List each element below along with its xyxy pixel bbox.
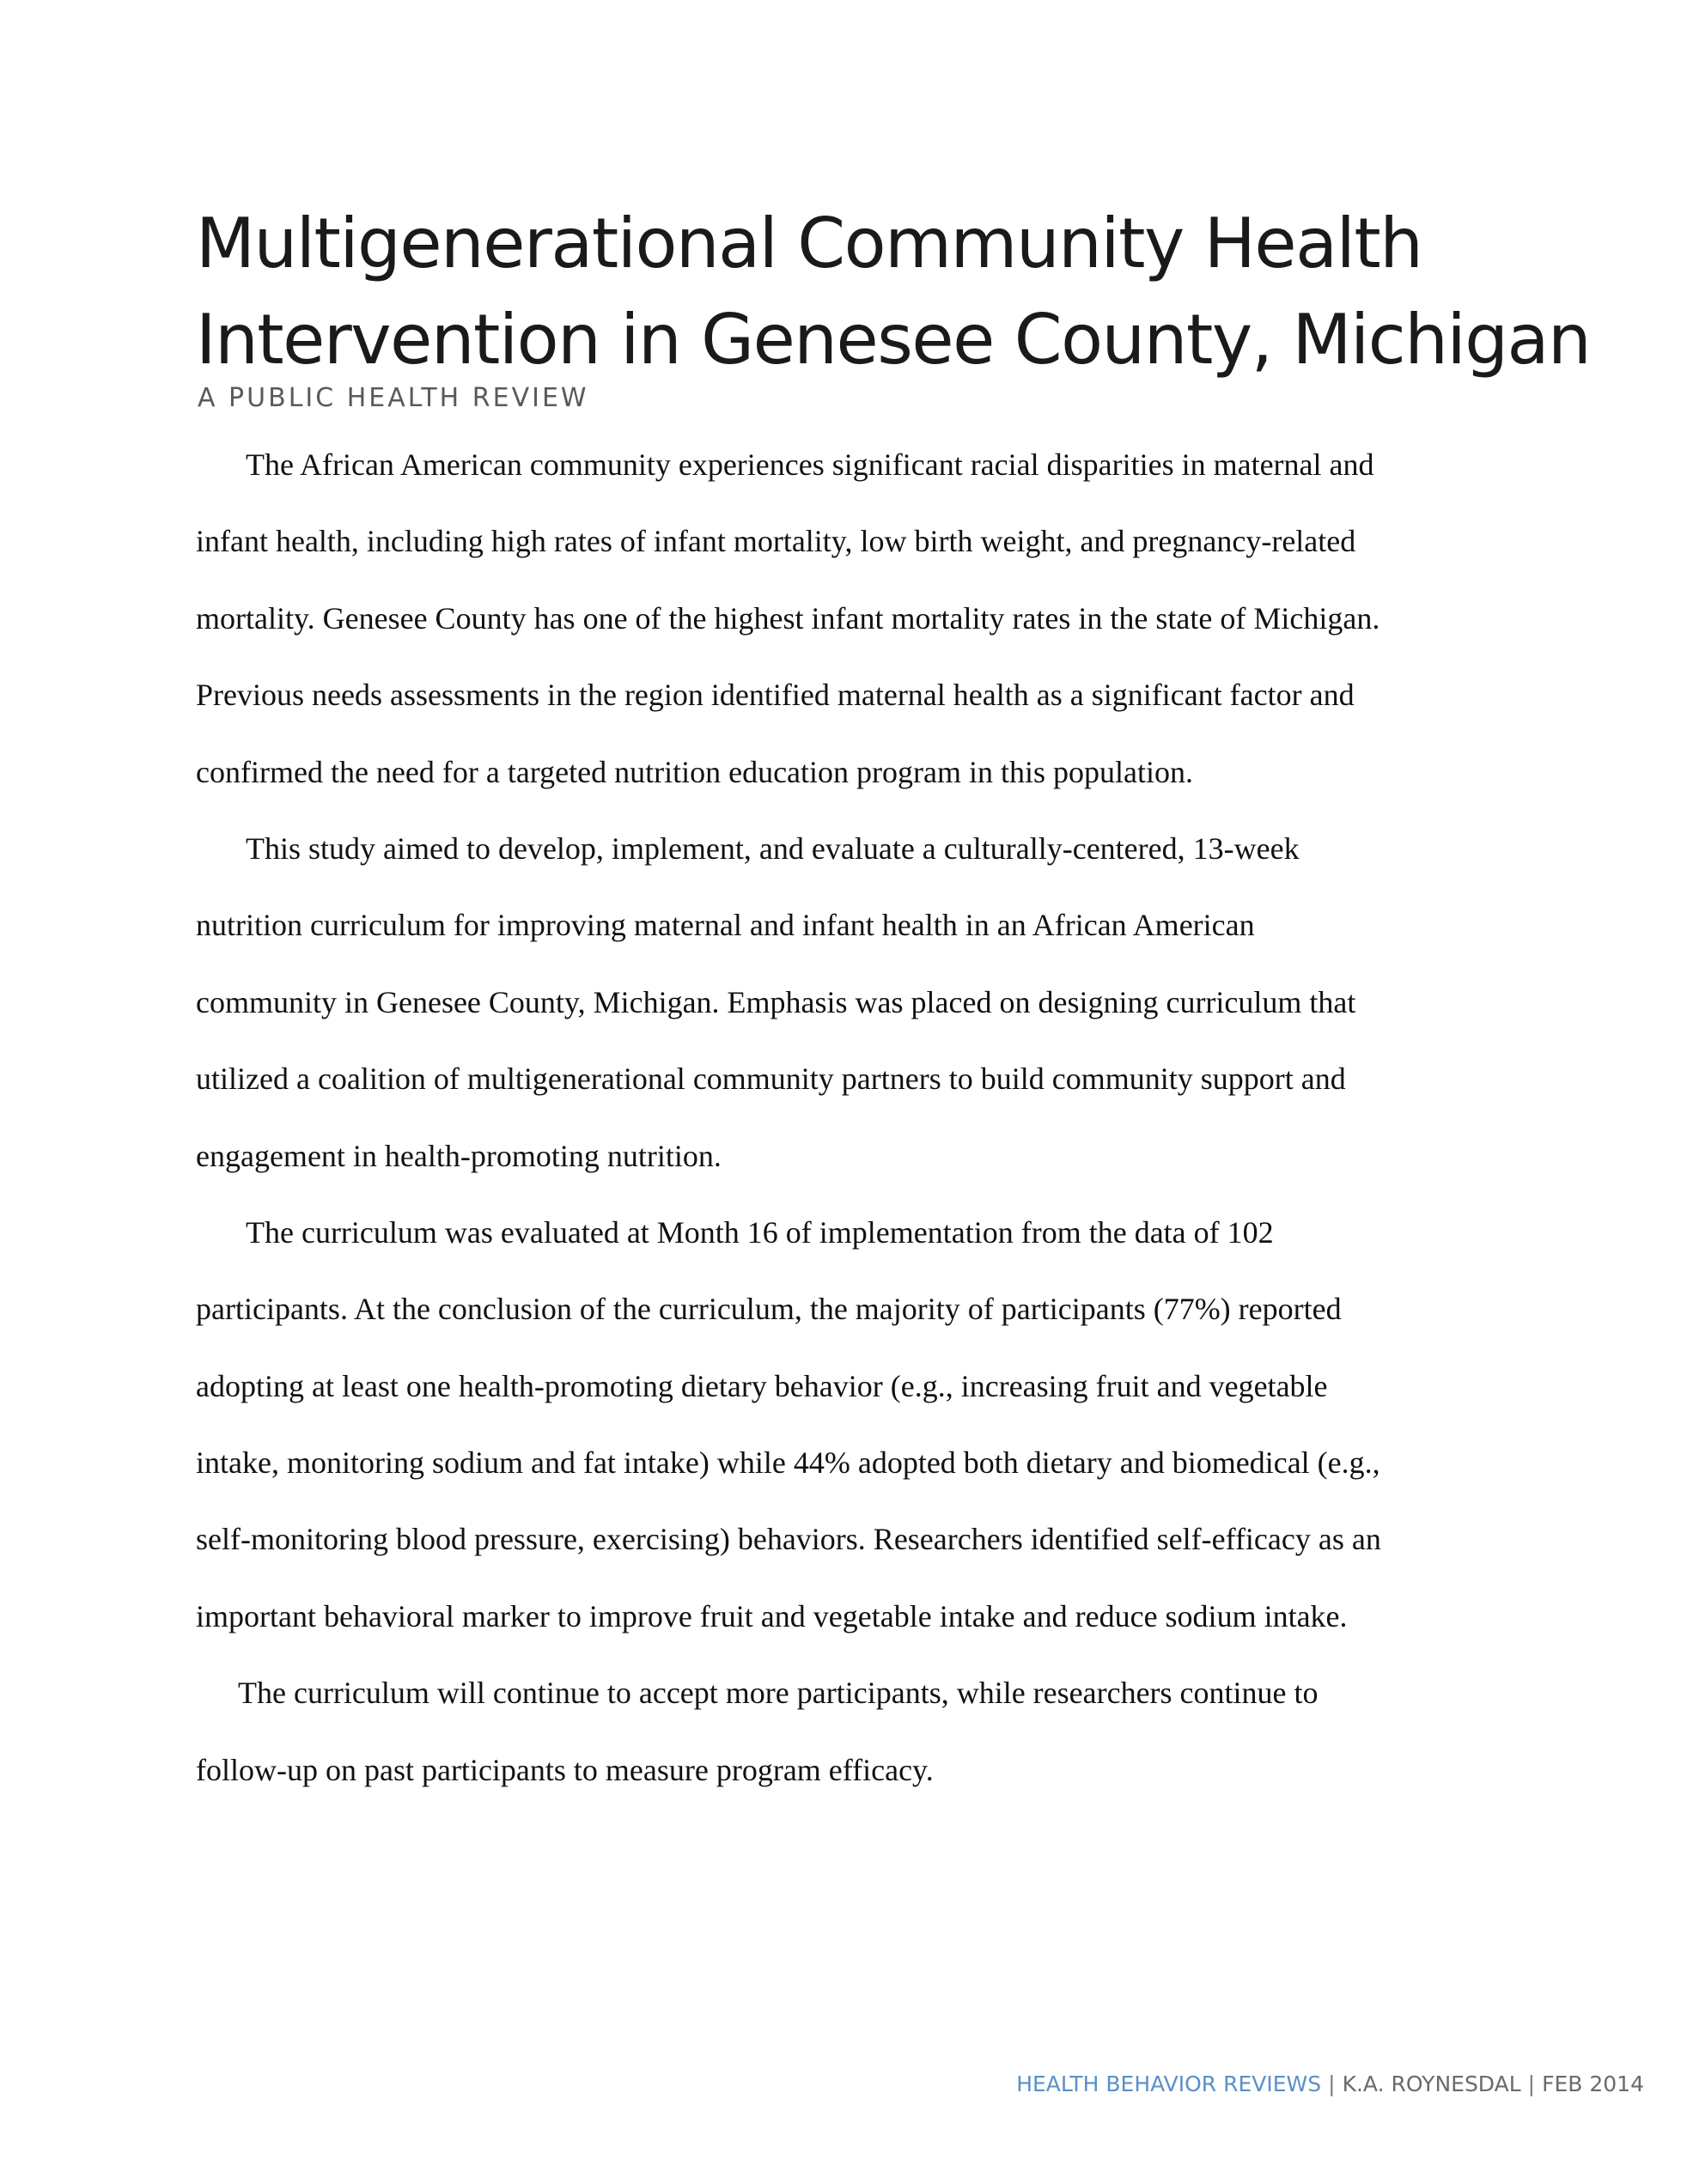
footer-separator: | xyxy=(1527,2071,1536,2096)
footer-author: K.A. ROYNESDAL xyxy=(1342,2071,1521,2096)
body-line: community in Genesee County, Michigan. Emphasis was placed on designing curriculum that xyxy=(196,984,1356,1019)
document-subtitle: A PUBLIC HEALTH REVIEW xyxy=(198,383,589,413)
page-footer xyxy=(1016,2071,1644,2096)
body-line: utilized a coalition of multigenerational community partners to build community support and xyxy=(196,1062,1346,1097)
body-line: follow-up on past participants to measure program efficacy. xyxy=(196,1752,934,1787)
body-line: This study aimed to develop, implement, and evaluate a culturally-centered, 13-week xyxy=(246,830,1300,866)
body-line: The African American community experiences significant racial disparities in maternal and xyxy=(246,447,1374,482)
body-line: Previous needs assessments in the region identified maternal health as a significant factor and xyxy=(196,678,1355,713)
footer-date: FEB 2014 xyxy=(1542,2071,1644,2096)
footer-publication: HEALTH BEHAVIOR REVIEWS xyxy=(1016,2071,1322,2096)
footer-separator: | xyxy=(1328,2071,1336,2096)
body-line: self-monitoring blood pressure, exercising) behaviors. Researchers identified self-efficacy as an xyxy=(196,1522,1381,1557)
body-line: infant health, including high rates of infant mortality, low birth weight, and pregnancy-related xyxy=(196,524,1356,559)
body-line: participants. At the conclusion of the curriculum, the majority of participants (77%) reported xyxy=(196,1292,1342,1327)
document-title xyxy=(196,196,1591,388)
body-line: important behavioral marker to improve fruit and vegetable intake and reduce sodium intake. xyxy=(196,1598,1348,1633)
title-line-1: Multigenerational Community Health xyxy=(196,204,1422,283)
body-line: The curriculum was evaluated at Month 16 of implementation from the data of 102 xyxy=(246,1214,1274,1250)
body-line: confirmed the need for a targeted nutrition education program in this population. xyxy=(196,754,1193,789)
body-line: engagement in health-promoting nutrition. xyxy=(196,1138,722,1173)
title-line-2: Intervention in Genesee County, Michigan xyxy=(196,300,1591,380)
body-line: intake, monitoring sodium and fat intake) while 44% adopted both dietary and biomedical (e.g., xyxy=(196,1445,1380,1481)
body-line: adopting at least one health-promoting dietary behavior (e.g., increasing fruit and vegetable xyxy=(196,1368,1328,1403)
body-line: The curriculum will continue to accept more participants, while researchers continue to xyxy=(238,1676,1319,1711)
document-body xyxy=(196,427,1501,1809)
body-line: nutrition curriculum for improving maternal and infant health in an African American xyxy=(196,908,1255,943)
body-line: mortality. Genesee County has one of the highest infant mortality rates in the state of Michigan. xyxy=(196,600,1380,636)
